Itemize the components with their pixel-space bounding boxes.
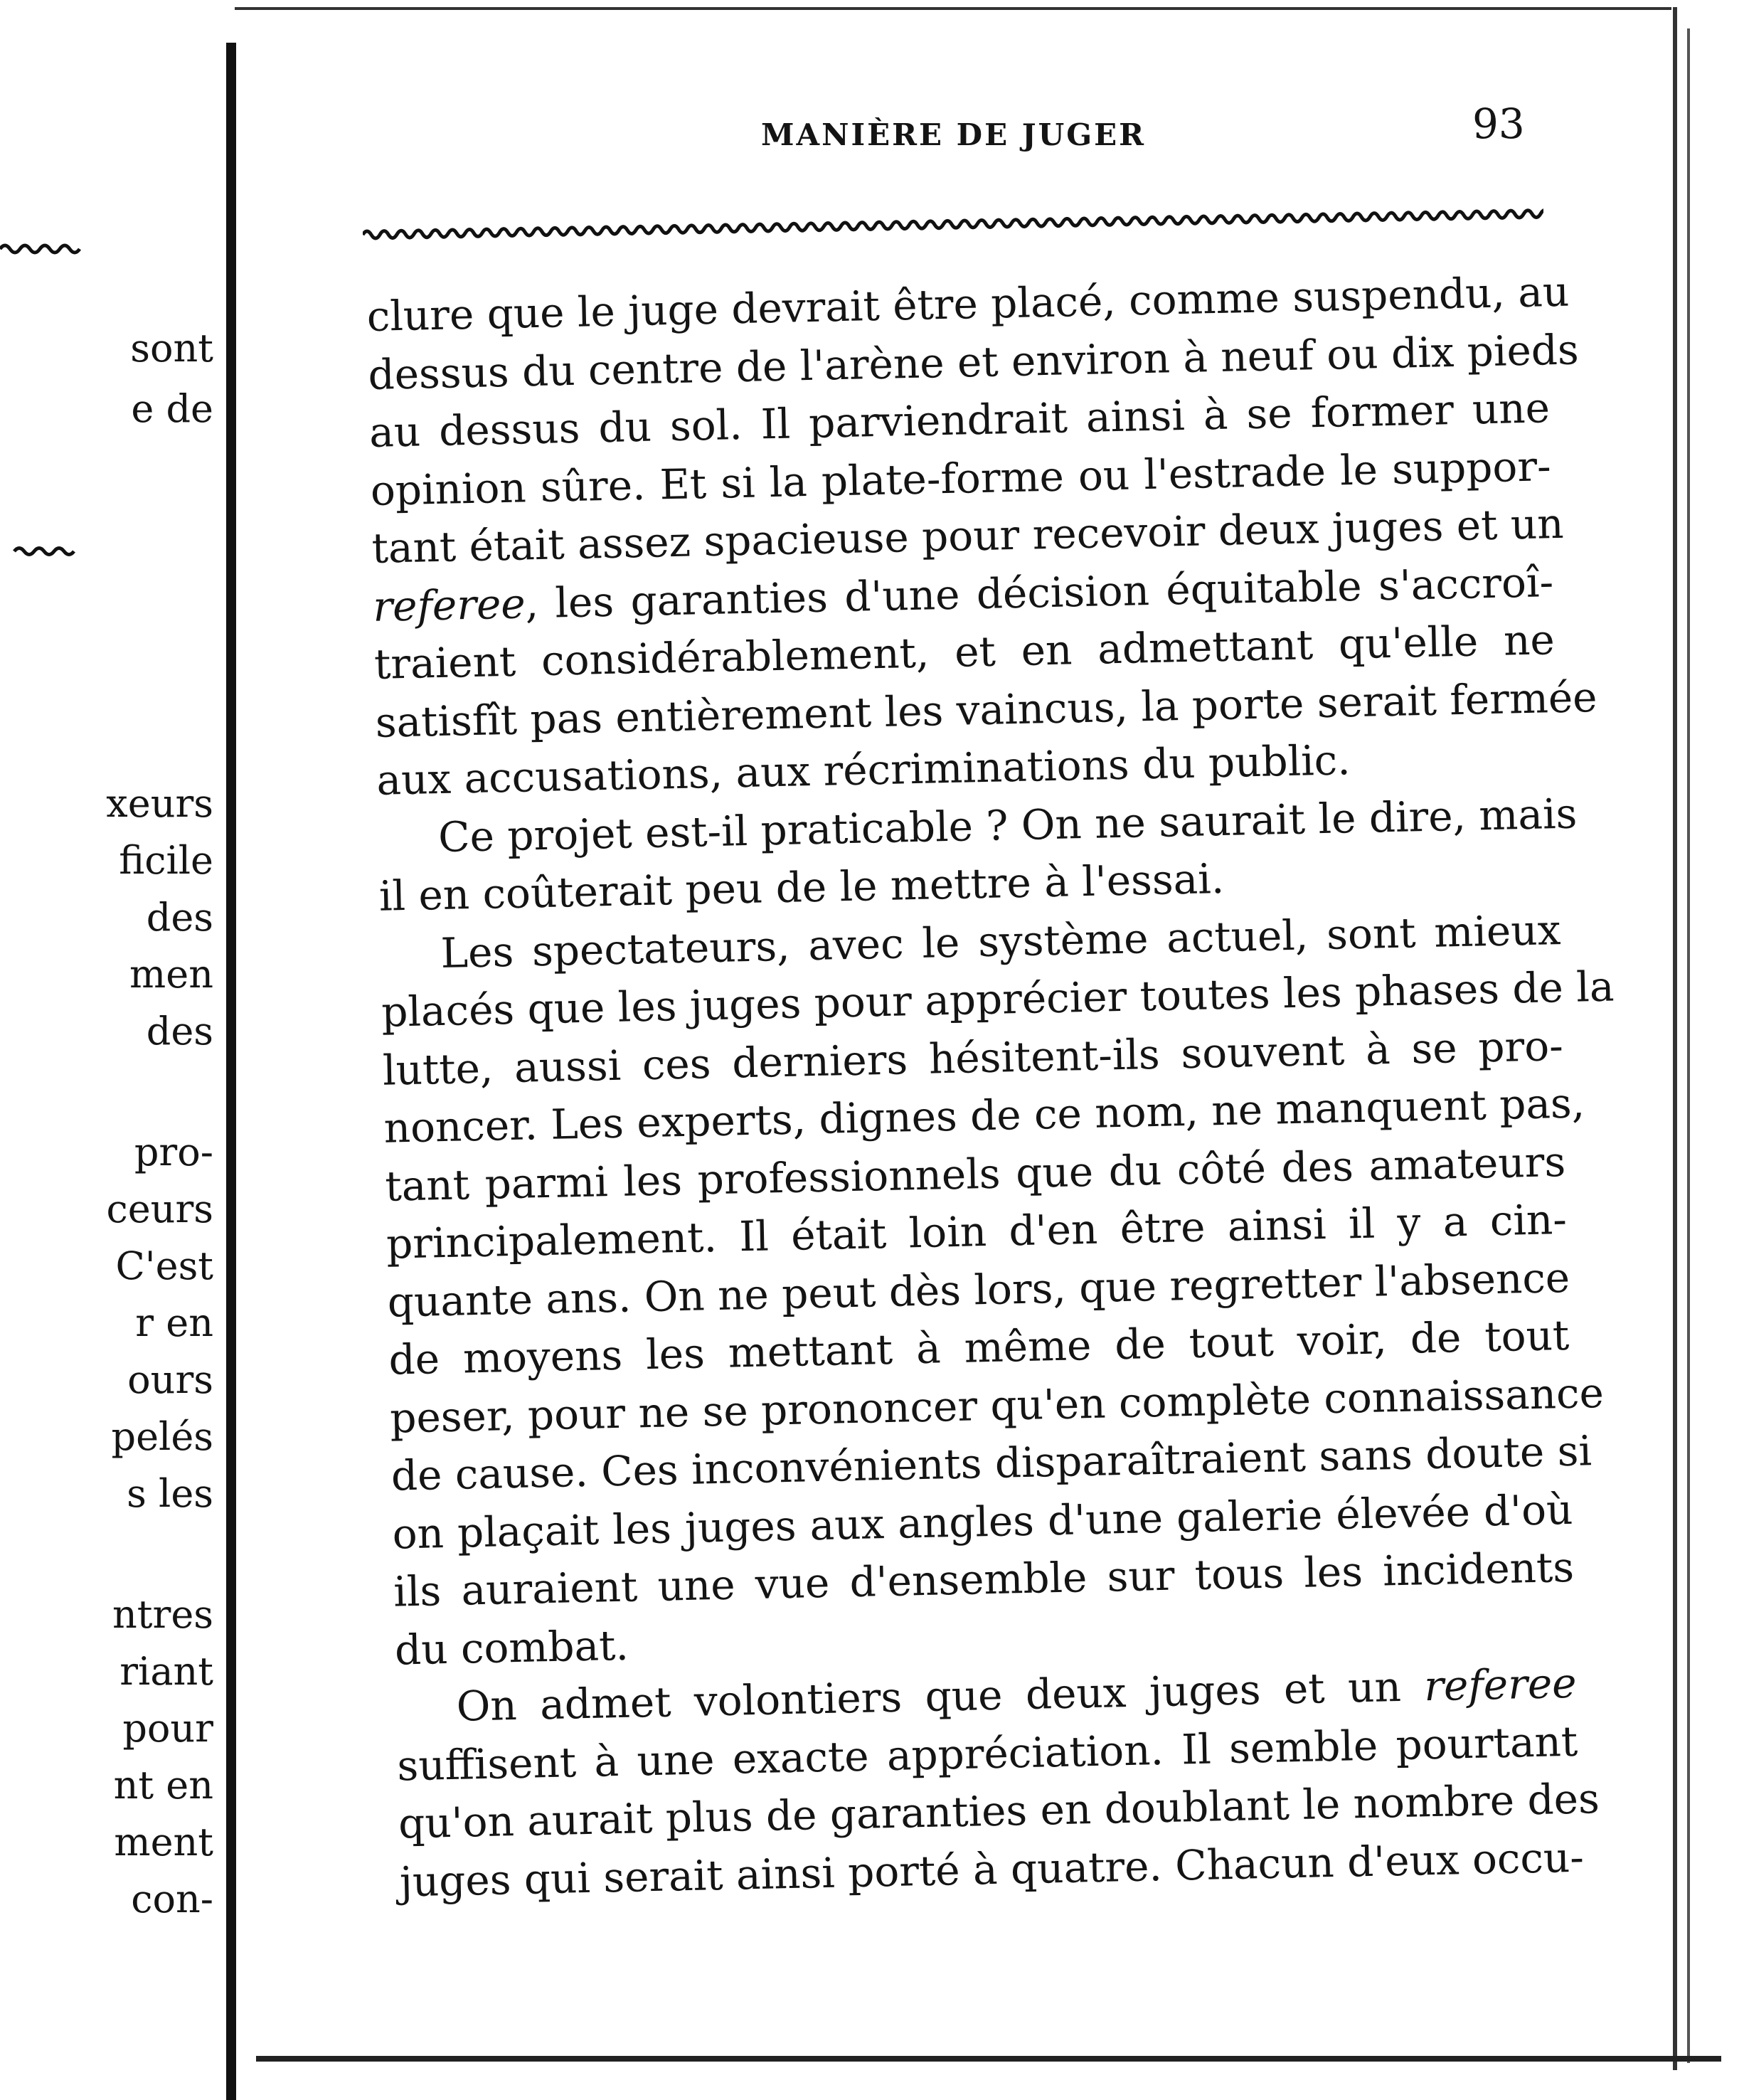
- text-line: tant parmi les professionnels que du côté des amateurs: [384, 1137, 1566, 1211]
- left-page-line: xeurs: [106, 781, 213, 826]
- left-page-line: ceurs: [106, 1187, 213, 1231]
- left-page-line: des: [146, 1009, 213, 1054]
- left-page-line: des: [146, 895, 213, 940]
- text-line: satisfît pas entièrement les vaincus, la porte serait fermée: [375, 672, 1598, 747]
- text-line: dessus du centre de l'arène et environ à neuf ou dix pieds: [367, 324, 1580, 399]
- left-page-line: men: [129, 952, 213, 997]
- text-line: traient considérablement, et en admettant qu'elle ne: [373, 615, 1556, 689]
- left-page-line: sont: [130, 326, 213, 371]
- left-page-line: C'est: [115, 1243, 213, 1288]
- text-line: quante ans. On ne peut dès lors, que regretter l'absence: [387, 1253, 1570, 1327]
- left-page-line: con-: [131, 1877, 213, 1921]
- text-line: principalement. Il était loin d'en être ainsi il y a cin-: [386, 1194, 1568, 1268]
- text-line: referee, les garanties d'une décision équitable s'accroî-: [372, 557, 1554, 631]
- text-line: de cause. Ces inconvénients disparaîtraient sans doute si: [390, 1426, 1593, 1500]
- left-page-line: e de: [131, 386, 213, 431]
- left-page-line: r en: [135, 1300, 213, 1345]
- text-line: Les spectateurs, avec le système actuel, sont mieux: [440, 905, 1561, 977]
- body-text: [366, 263, 1615, 1911]
- text-line: clure que le juge devrait être placé, comme suspendu, au: [366, 267, 1570, 341]
- wave-rule-ornament: [363, 206, 1543, 242]
- text-line: placés que les juges pour apprécier toutes les phases de la: [381, 962, 1615, 1036]
- right-page: [306, 0, 1679, 2100]
- text-line: du combat.: [394, 1621, 629, 1675]
- wave-ornament-left: [0, 235, 85, 263]
- text-line: On admet volontiers que deux juges et un referee: [456, 1658, 1578, 1731]
- left-page-fragment: [0, 0, 213, 2100]
- text-line: lutte, aussi ces derniers hésitent-ils souvent à se pro-: [382, 1021, 1564, 1095]
- text-line: il en coûterait peu de le mettre à l'essai.: [378, 854, 1225, 921]
- text-line: peser, pour ne se prononcer qu'en complète connaissance: [389, 1368, 1605, 1443]
- running-head: MANIÈRE DE JUGER: [761, 117, 1147, 152]
- text-line: tant était assez spacieuse pour recevoir deux juges et un: [371, 499, 1565, 573]
- left-page-line: ment: [114, 1820, 213, 1865]
- text-line: juges qui serait ainsi porté à quatre. Chacun d'eux occu-: [399, 1833, 1585, 1907]
- left-page-line: pour: [122, 1706, 213, 1751]
- left-page-line: pro-: [134, 1130, 213, 1174]
- left-page-line: nt en: [113, 1763, 213, 1808]
- left-page-line: s les: [127, 1471, 213, 1516]
- wave-ornament-left-2: [0, 541, 85, 562]
- text-line: de moyens les mettant à même de tout voir, de tout: [388, 1310, 1570, 1384]
- page-number: 93: [1472, 100, 1525, 148]
- text-line: ils auraient une vue d'ensemble sur tous les incidents: [393, 1542, 1575, 1616]
- left-page-line: pelés: [111, 1414, 213, 1459]
- text-line: opinion sûre. Et si la plate-forme ou l'estrade le suppor-: [370, 441, 1552, 515]
- text-line: noncer. Les experts, dignes de ce nom, ne manquent pas,: [383, 1078, 1585, 1152]
- left-page-line: riant: [119, 1649, 213, 1694]
- text-line: Ce projet est-il praticable ? On ne saurait le dire, mais: [437, 789, 1578, 861]
- text-line: on plaçait les juges aux angles d'une galerie élevée d'où: [391, 1485, 1574, 1559]
- text-line: suffisent à une exacte appréciation. Il semble pourtant: [396, 1717, 1578, 1791]
- left-page-line: ours: [127, 1357, 213, 1402]
- text-line: aux accusations, aux récriminations du public.: [376, 736, 1351, 805]
- page-right-edge-2: [1687, 28, 1690, 2063]
- left-page-line: ntres: [112, 1592, 213, 1637]
- left-page-line: ficile: [119, 838, 213, 883]
- text-line: au dessus du sol. Il parviendrait ainsi à se former une: [368, 383, 1551, 457]
- binding-gutter: [226, 43, 236, 2100]
- text-line: qu'on aurait plus de garanties en doublant le nombre des: [398, 1774, 1600, 1848]
